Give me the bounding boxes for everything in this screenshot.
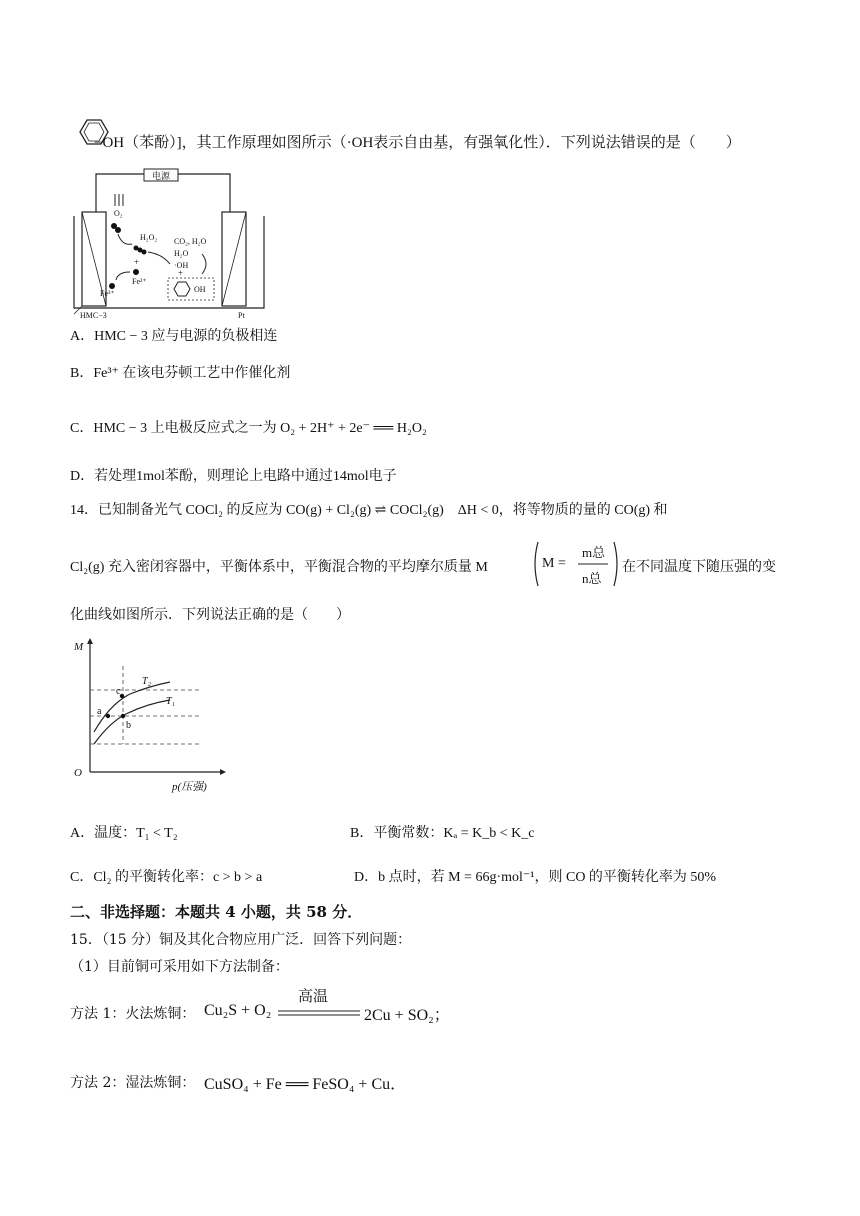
point-c-label: c — [116, 686, 121, 697]
h2o2-label: H₂O₂ — [140, 233, 158, 242]
q14-option-a[interactable]: A．温度：T₁ < T₂ — [70, 826, 178, 841]
fe2-label: Fe²⁺ — [132, 277, 147, 286]
method1-reactants: Cu₂S + O₂ — [204, 1002, 272, 1019]
intro-text: −OH（苯酚）]，其工作原理如图所示（·OH表示自由基，有强氧化性）．下列说法错误的是（ ） — [94, 135, 741, 151]
co2-h2o-label: CO₂, H₂O — [174, 237, 207, 246]
y-axis-label: M — [74, 641, 84, 653]
origin-label: O — [74, 767, 82, 779]
fraction-denominator: n总 — [582, 571, 602, 586]
pressure-molar-mass-graph — [70, 636, 230, 796]
pt-label: Pt — [238, 311, 245, 320]
q14-stem-line3: 化曲线如图所示．下列说法正确的是（ ） — [70, 608, 350, 623]
q15-stem-line1: 15．（15 分）铜及其化合物应用广泛．回答下列问题： — [70, 932, 412, 948]
q14-option-b[interactable]: B．平衡常数：Kₐ = K_b < K_c — [350, 826, 535, 841]
reaction-condition: 高温 — [298, 987, 329, 1005]
phenol-oh-label: OH — [194, 285, 206, 294]
q13-option-c[interactable]: C．HMC − 3 上电极反应式之一为 O₂ + 2H⁺ + 2e⁻ ══ H₂O₂ — [70, 421, 427, 436]
x-axis-label: p(压强) — [172, 781, 207, 793]
section-heading: 二、非选择题：本题共 4 小题，共 58 分． — [70, 903, 363, 921]
q14-stem-line1: 14．已知制备光气 COCl₂ 的反应为 CO(g) + Cl₂(g) ⇌ COCl₂(g) ΔH < 0，将等物质的量的 CO(g) 和 — [70, 503, 668, 518]
method2-label: 方法 2：湿法炼铜： — [70, 1075, 196, 1091]
q15-stem-line2: （1）目前铜可采用如下方法制备： — [70, 959, 289, 975]
electrolysis-figure — [70, 168, 270, 320]
fraction-lhs: M = — [542, 556, 566, 571]
q14-option-d[interactable]: D．b 点时，若 M = 66g·mol⁻¹，则 CO 的平衡转化率为 50% — [354, 870, 717, 885]
o2-label: O₂ — [114, 209, 123, 218]
plus-sign: + — [134, 257, 140, 267]
curve-t1-label: T₁ — [166, 696, 176, 707]
equal-arrow — [278, 1005, 360, 1013]
power-label: 电源 — [151, 171, 171, 181]
q14-option-c[interactable]: C．Cl₂ 的平衡转化率：c > b > a — [70, 870, 263, 885]
oh-radical-label: ·OH — [174, 261, 189, 270]
point-b-label: b — [126, 720, 131, 731]
q13-option-a[interactable]: A．HMC − 3 应与电源的负极相连 — [70, 329, 278, 344]
method1-label: 方法 1：火法炼铜： — [70, 1006, 196, 1022]
q14-stem-line2a: Cl₂(g) 充入密闭容器中，平衡体系中，平衡混合物的平均摩尔质量 M — [70, 560, 488, 575]
method2-equation: CuSO₄ + Fe ══ FeSO₄ + Cu． — [204, 1076, 407, 1093]
plus-sign-2: + — [178, 268, 184, 278]
fe3-label: Fe³⁺ — [100, 289, 115, 298]
q14-stem-line2b: 在不同温度下随压强的变 — [622, 560, 776, 575]
fraction-numerator: m总 — [582, 545, 606, 560]
q13-option-b[interactable]: B．Fe³⁺ 在该电芬顿工艺中作催化剂 — [70, 366, 291, 381]
hmc-label: HMC−3 — [80, 311, 107, 320]
q13-option-d[interactable]: D．若处理1mol苯酚，则理论上电路中通过14mol电子 — [70, 469, 397, 484]
h2o-label: H₂O — [174, 249, 189, 258]
method1-products: 2Cu + SO₂； — [364, 1007, 450, 1024]
point-a-label: a — [97, 706, 102, 717]
curve-t2-label: T₂ — [142, 676, 152, 687]
